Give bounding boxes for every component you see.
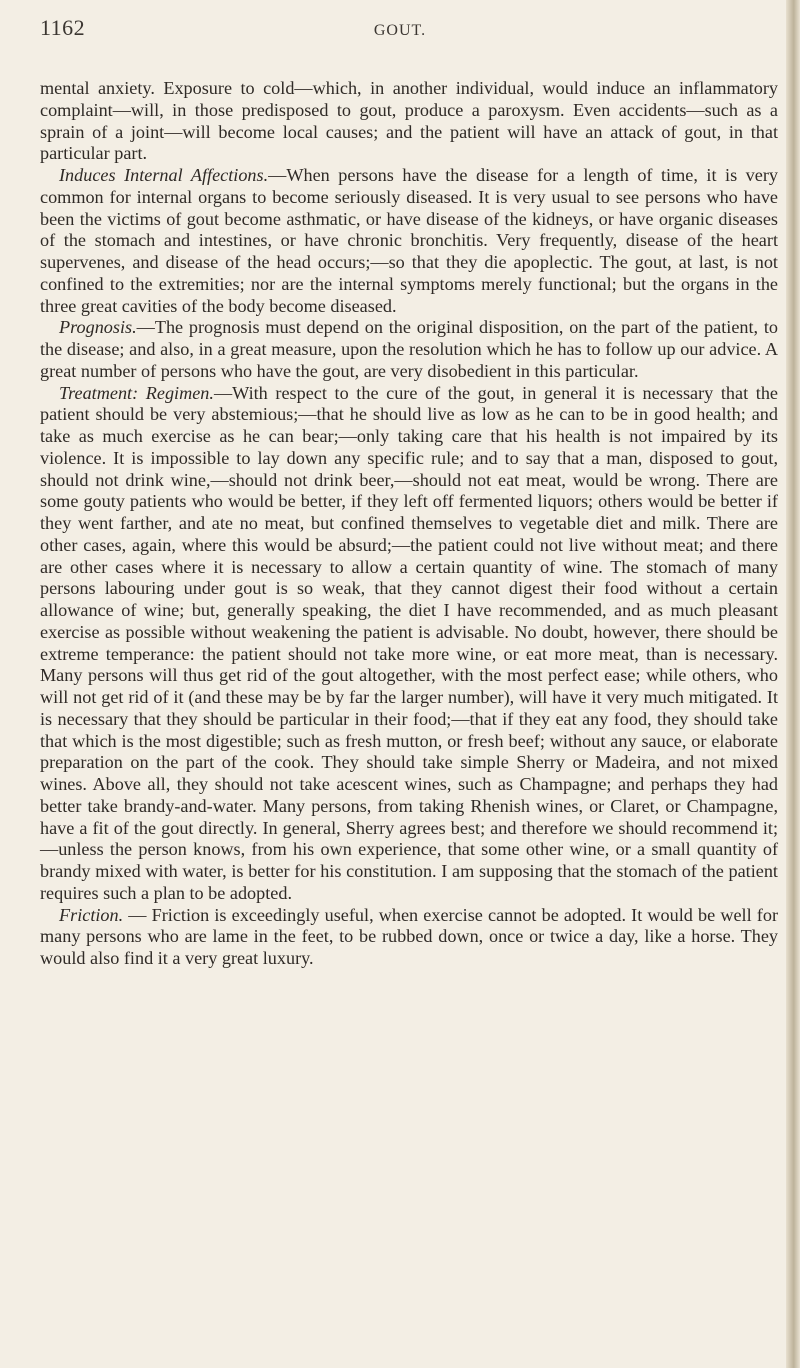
paragraph-text: —The prognosis must depend on the original disposition, on the part of the patient, to the disease; and also, in a great measure, upon the resolution which he has to follow up our advice. A great number of persons who have the gout, are very disobedient in this particular. xyxy=(40,317,778,381)
page-number: 1162 xyxy=(40,15,86,40)
paragraph-prognosis xyxy=(40,317,778,382)
paragraph-text: mental anxiety. Exposure to cold—which, in another individual, would induce an inflammatory complaint—will, in those predisposed to gout, produce a paroxysm. Even accidents—such as a sprain of a joint—will become local causes; and the patient will have an attack of gout, in that particular part. xyxy=(40,78,778,164)
paragraph-text: — Friction is exceedingly useful, when exercise cannot be adopted. It would be well for many persons who are lame in the feet, to be rubbed down, once or twice a day, like a horse. They would also find it a very great luxury. xyxy=(40,904,778,968)
paragraph-friction xyxy=(40,905,778,970)
paragraph-text: —With respect to the cure of the gout, in general it is necessary that the patient should be very abstemious;—that he should live as low as he can to be in good health; and take as much exercise as he can bear;—only taking care that his health is not impaired by its violence. It is impossible to lay down any specific rule; and to say that a man, disposed to gout, should not drink wine,—should not drink beer,—should not eat meat, would be wrong. There are some gouty patients who would be better, if they left off fermented liquors; others would be better if they went farther, and ate no meat, but confined themselves to vegetable diet and milk. There are other cases, again, where this would be absurd;—the patient could not live without meat; and there are other cases where it is necessary to allow a certain quantity of wine. The stomach of many persons labouring under gout is so weak, that they cannot digest their food without a certain allowance of wine; but, generally speaking, the diet I have recommended, and as much pleasant exercise as possible without weakening the patient is advisable. No doubt, however, there should be extreme temperance: the patient should not take more wine, or eat more meat, than is necessary. Many persons will thus get rid of the gout altogether, with the most perfect ease; while others, who will not get rid of it (and these may be by far the larger number), will have it very much mitigated. It is necessary that they should be particular in their food;—that if they eat any food, they should take that which is the most digestible; such as fresh mutton, or fresh beef; without any sauce, or elaborate preparation on the part of the cook. They should take simple Sherry or Madeira, and not mixed wines. Above all, they should not take acescent wines, such as Champagne; and perhaps they had better take brandy-and-water. Many persons, from taking Rhenish wines, or Claret, or Champagne, have a fit of the gout directly. In general, Sherry agrees best; and therefore we should recommend it;—unless the person knows, from his own experience, that some other wine, or a small quantity of brandy mixed with water, is better for his constitution. I am supposing that the stomach of the patient requires such a plan to be adopted. xyxy=(40,382,778,903)
paragraph-treatment-regimen xyxy=(40,383,778,905)
paragraph-mental-anxiety xyxy=(40,78,778,165)
section-heading: Friction. xyxy=(59,904,124,925)
section-heading: Induces Internal Affections. xyxy=(59,165,269,185)
paragraph-text: —When persons have the disease for a length of time, it is very common for internal organs to become seriously diseased. It is very usual to see persons who have been the victims of gout become asthmatic, or have disease of the kidneys, or have organic diseases of the stomach and intestines, or have chronic bronchitis. Very frequently, disease of the heart supervenes, and disease of the head occurs;—so that they die apoplectic. The gout, at last, is not confined to the extremities; nor are the internal symptoms merely functional; but the organs in the three great cavities of the body become diseased. xyxy=(40,165,778,316)
section-heading: Treatment: Regimen. xyxy=(59,382,214,403)
page-edge-shadow xyxy=(786,0,800,1368)
paragraph-internal-affections xyxy=(40,165,778,317)
running-head: GOUT. xyxy=(373,22,427,39)
body-text xyxy=(40,78,778,970)
section-heading: Prognosis. xyxy=(59,317,137,338)
